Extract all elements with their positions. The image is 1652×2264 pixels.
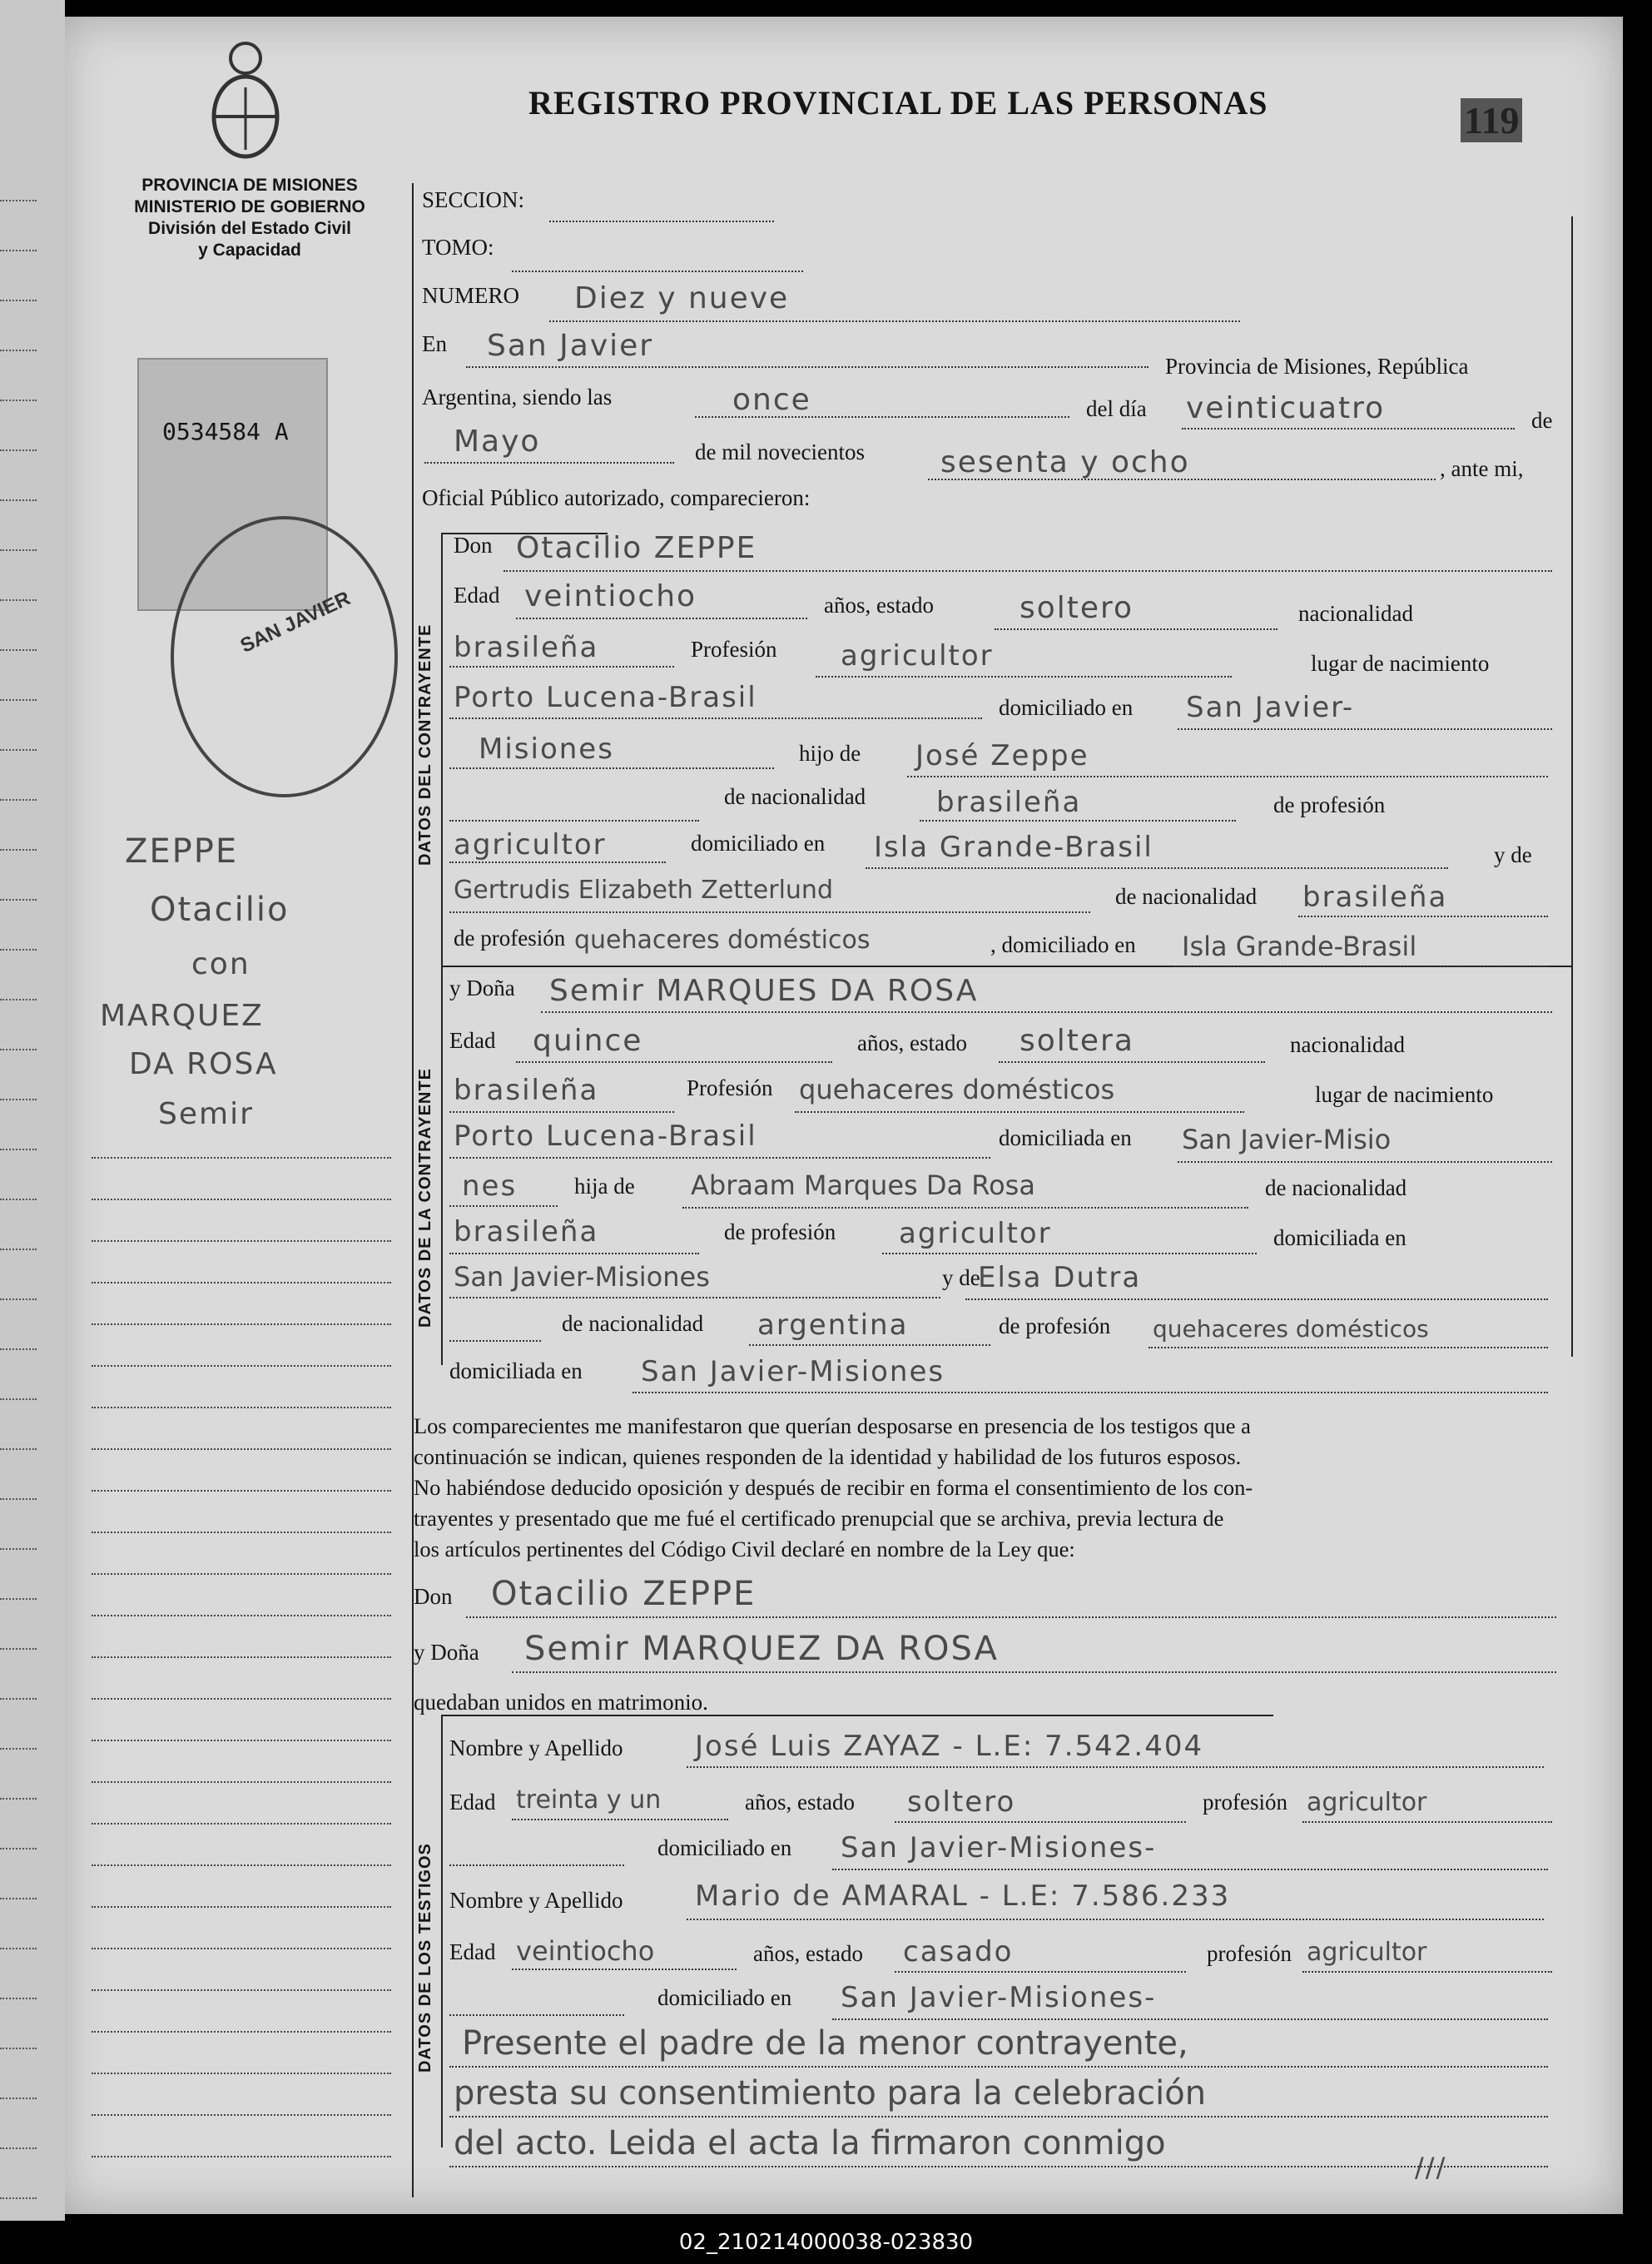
padre-nac-line [920,820,1236,822]
label-numero: NUMERO [422,283,520,308]
label-domiciliado-4: domiciliado en [657,1835,792,1860]
contrayente-padre-nac: brasileña [936,786,1082,819]
office-line-3: División del Estado Civil [148,219,351,238]
nacionalidad-line-1 [449,666,674,668]
seccion-line [549,221,774,222]
contrayente-madre-prof: quehaceres domésticos [574,926,871,955]
margin-note-line-3: con [191,947,251,981]
madre-dom-line [1173,966,1548,967]
label-oficial: Oficial Público autorizado, comparecieron: [422,485,811,510]
inner-left-border [441,533,443,1365]
contrayente-nombre-line [504,570,1552,572]
nota-line-3: del acto. Leida el acta la firmaron conmigo [454,2124,1166,2162]
profesion-line-1 [816,676,1232,678]
declaration-line-1: Los comparecientes me manifestaron que querían desposarse en presencia de los testigos que a [414,1413,1251,1438]
testigo-1-profesion-line [1302,1821,1552,1823]
label-nacionalidad-2: nacionalidad [1290,1032,1405,1057]
coat-of-arms-icon [200,37,291,162]
label-edad-4: Edad [449,1939,496,1964]
closing-marks: /// [1415,2152,1447,2183]
anio-value: sesenta y ocho [940,445,1190,479]
label-provincia: Provincia de Misiones, República [1165,354,1469,379]
contrayenta-edad: quince [533,1024,643,1058]
label-argentina: Argentina, siendo las [422,385,613,410]
contrayenta-padre-dom: San Javier-Misiones [454,1261,710,1293]
label-de-nacionalidad-3: de nacionalidad [1265,1175,1407,1200]
margin-note-line-5: DA ROSA [129,1047,278,1081]
padre-dom-line [866,867,1448,869]
contrayenta-nacionalidad: brasileña [454,1074,599,1107]
contrayenta-madre-nac: argentina [757,1308,909,1342]
contrayente-edad: veintiocho [524,579,697,613]
nota-line-2: presta su consentimiento para la celebración [454,2074,1207,2113]
contrayente-profesion: agricultor [841,639,994,673]
hora-line [695,416,1069,418]
label-de-profesion-3: de profesión [724,1219,836,1244]
dia-line [1182,428,1515,429]
office-line-4: y Capacidad [198,241,301,260]
estado-line-2 [999,1061,1265,1063]
label-don-2: Don [414,1584,453,1609]
label-quedaban: quedaban unidos en matrimonio. [414,1690,708,1715]
label-de-1: de [1531,408,1553,433]
form-left-border [412,183,414,2197]
label-lugar-1: lugar de nacimiento [1311,651,1490,676]
testigo-2-estado-line [895,1971,1186,1973]
label-nombre-apellido-1: Nombre y Apellido [449,1735,623,1760]
label-seccion: SECCION: [422,187,525,212]
matrimonio-don-line [466,1616,1556,1618]
testigo-1-nombre-line [687,1766,1544,1768]
dia-value: veinticuatro [1186,391,1386,425]
blank-line-2 [449,1340,541,1342]
label-ante-mi: , ante mi, [1440,456,1524,481]
estado-line-1 [995,628,1277,630]
label-domiciliada-2: domiciliada en [1273,1225,1406,1250]
nota-line-1: Presente el padre de la menor contrayente, [462,2024,1188,2063]
contrayenta-madre-prof: quehaceres domésticos [1153,1315,1429,1343]
contrayenta-domicilio-2: nes [462,1169,518,1203]
contrayenta-padre-prof: agricultor [899,1217,1052,1250]
label-nombre-apellido-2: Nombre y Apellido [449,1888,623,1913]
contrayenta-madre: Elsa Dutra [978,1261,1142,1294]
domicilio-line-1 [1178,728,1552,730]
nota-line-2-rule [449,2116,1548,2118]
testigo-2-edad-line [512,1969,737,1970]
nota-line-3-rule [449,2166,1548,2167]
label-don: Don [454,533,493,558]
anio-line [928,479,1436,480]
label-de-profesion-1: de profesión [1273,792,1386,817]
image-footer-id: 02_210214000038-023830 [0,2221,1652,2264]
label-hija-de: hija de [574,1174,635,1199]
contrayente-madre-nac: brasileña [1302,881,1448,914]
label-en: En [422,331,447,356]
padre-line-2 [682,1207,1248,1209]
matrimonio-dona: Semir MARQUEZ DA ROSA [524,1630,1000,1668]
label-del-dia: del día [1086,396,1147,421]
label-edad-3: Edad [449,1790,496,1815]
label-profesion-1: Profesión [691,637,777,662]
numero-line [549,320,1240,322]
label-anos-estado-2: años, estado [857,1030,967,1055]
matrimonio-dona-line [512,1671,1556,1673]
contrayente-madre: Gertrudis Elizabeth Zetterlund [454,876,833,905]
label-dona: y Doña [449,976,515,1000]
contrayenta-padre: Abraam Marques Da Rosa [691,1169,1035,1201]
label-profesion-3: profesión [1203,1790,1287,1815]
label-domiciliada-3: domiciliada en [449,1358,583,1383]
testigo-1-edad: treinta y un [516,1785,662,1815]
registry-title: REGISTRO PROVINCIAL DE LAS PERSONAS [528,84,1268,122]
margin-note-line-1: ZEPPE [125,832,239,871]
blank-line-4 [449,2014,624,2016]
label-domiciliada-1: domiciliada en [999,1125,1132,1150]
domicilio-line-2 [449,767,774,769]
nacimiento-line-1 [449,717,982,719]
form-right-border [1571,216,1573,1357]
issuing-office [108,175,391,261]
contrayente-nacimiento: Porto Lucena-Brasil [454,681,757,714]
padre-nac-line-2 [449,1253,699,1254]
office-line-2: MINISTERIO DE GOBIERNO [134,197,365,216]
testigo-1-edad-line [512,1819,728,1820]
testigo-1-profesion: agricultor [1307,1788,1427,1817]
domicilio-line-4 [449,1205,558,1207]
binding-margin [0,0,65,2221]
padre-line-1 [907,776,1548,777]
declaration-line-2: continuación se indican, quienes responden de la identidad y habilidad de los futuros esposos. [414,1444,1242,1469]
mes-line [424,462,674,464]
label-de-profesion-2: de profesión [454,926,566,951]
contrayenta-profesion: quehaceres domésticos [799,1074,1115,1105]
profesion-line-2 [795,1111,1244,1113]
margin-note-line-2: Otacilio [150,891,290,929]
testigo-1-domicilio: San Javier-Misiones- [841,1831,1157,1864]
testigo-2-estado: casado [903,1935,1014,1969]
contrayenta-padre-nac: brasileña [454,1215,599,1249]
contrayenta-madre-dom: San Javier-Misiones [641,1355,945,1388]
label-lugar-2: lugar de nacimiento [1315,1082,1494,1107]
page-number: 119 [1461,98,1522,142]
padre-prof-line-2 [882,1253,1257,1254]
label-y-de-1: y de [1494,842,1532,867]
testigo-2-edad: veintiocho [516,1935,655,1967]
contrayente-madre-dom: Isla Grande-Brasil [1182,931,1417,962]
label-anos-estado-3: años, estado [745,1790,855,1815]
contrayente-domicilio-2: Misiones [479,732,614,766]
contrayente-nacionalidad: brasileña [454,631,599,664]
seal-place: SAN JAVIER [236,587,355,658]
side-label-contrayente: DATOS DEL CONTRAYENTE [416,623,434,866]
official-seal [171,516,398,797]
testigo-2-nombre: Mario de AMARAL - L.E: 7.586.233 [695,1879,1231,1913]
madre-nac-line-2 [749,1344,990,1346]
side-label-contrayenta: DATOS DE LA CONTRAYENTE [416,1068,434,1328]
testigo-1-estado-line [895,1821,1186,1823]
label-domiciliado-5: domiciliado en [657,1985,792,2010]
testigo-1-nombre: José Luis ZAYAZ - L.E: 7.542.404 [695,1730,1204,1763]
blank-line-3 [449,1864,624,1866]
label-de-nacionalidad-4: de nacionalidad [562,1311,704,1336]
label-profesion-2: Profesión [687,1075,773,1100]
label-edad-2: Edad [449,1028,496,1053]
label-de-mil: de mil novecientos [695,439,865,464]
madre-dom-line-2 [633,1392,1548,1393]
label-nacionalidad-1: nacionalidad [1298,601,1413,626]
witness-left-border [441,1715,443,2147]
label-domiciliado-2: domiciliado en [691,831,826,856]
nacimiento-line-2 [449,1157,990,1159]
label-tomo: TOMO: [422,235,494,260]
padre-dom-line-2 [449,1297,940,1298]
label-edad-1: Edad [454,583,500,608]
testigo-2-domicilio-line [832,2018,1548,2020]
label-de-nacionalidad-1: de nacionalidad [724,784,866,809]
label-profesion-4: profesión [1207,1941,1292,1966]
margin-note-line-4: MARQUEZ [100,999,264,1033]
label-y-de-2: y de [942,1265,980,1290]
label-domiciliado-3: , domiciliado en [990,932,1136,957]
contrayenta-nacimiento: Porto Lucena-Brasil [454,1120,757,1153]
padre-prof-line [449,861,666,863]
label-de-nacionalidad-2: de nacionalidad [1115,884,1258,909]
side-label-testigos: DATOS DE LOS TESTIGOS [416,1843,434,2073]
madre-prof-line-2 [1148,1347,1548,1348]
en-value: San Javier [487,329,654,363]
contrayente-domicilio-1: San Javier- [1186,691,1355,724]
office-line-1: PROVINCIA DE MISIONES [141,176,358,195]
margin-note-line-6: Semir [158,1097,254,1131]
madre-line-1 [449,911,1090,913]
label-dona-2: y Doña [414,1640,479,1665]
contrayenta-nombre-line [541,1011,1552,1013]
contrayente-padre-prof: agricultor [454,828,607,861]
edad-line-2 [516,1061,832,1063]
madre-nac-line [1298,916,1548,917]
hora-value: once [732,383,811,417]
contrayente-padre: José Zeppe [915,739,1089,772]
contrayente-padre-dom: Isla Grande-Brasil [874,831,1153,864]
testigo-2-profesion: agricultor [1307,1938,1427,1967]
matrimonio-don: Otacilio ZEPPE [491,1575,757,1613]
testigo-2-domicilio: San Javier-Misiones- [841,1981,1157,2014]
label-hijo-de: hijo de [799,741,861,766]
label-domiciliado-1: domiciliado en [999,695,1134,720]
declaration-line-3: No habiéndose deducido oposición y después de recibir en forma el consentimiento de los con- [414,1475,1253,1500]
madre-line-2 [965,1298,1548,1300]
testigo-1-domicilio-line [832,1869,1548,1870]
tomo-line [512,271,803,272]
stamp-serial: 0534584 A [162,418,289,445]
testigo-2-nombre-line [687,1919,1544,1920]
en-line [466,366,1148,368]
label-anos-estado-1: años, estado [824,593,934,618]
testigo-1-estado: soltero [907,1785,1016,1819]
blank-line-1 [449,820,699,822]
label-de-profesion-4: de profesión [999,1313,1111,1338]
label-anos-estado-4: años, estado [753,1941,863,1966]
declaration-line-4: trayentes y presentado que me fué el certificado prenupcial que se archiva, previa lectura de [414,1506,1224,1531]
contrayente-nombre: Otacilio ZEPPE [516,531,757,565]
contrayenta-estado: soltera [1019,1024,1134,1058]
declaration-paragraph [414,1411,1562,1565]
edad-line-1 [516,618,807,619]
numero-value: Diez y nueve [574,281,790,315]
contrayenta-nombre: Semir MARQUES DA ROSA [549,974,979,1008]
contrayenta-domicilio-1: San Javier-Misio [1182,1124,1392,1155]
nota-line-1-rule [449,2066,1548,2068]
contrayente-estado: soltero [1019,591,1134,625]
domicilio-line-3 [1178,1161,1552,1163]
declaration-line-5: los artículos pertinentes del Código Civil declaré en nombre de la Ley que: [414,1537,1075,1561]
mes-value: Mayo [454,424,541,459]
nacionalidad-line-2 [449,1111,674,1113]
testigo-2-profesion-line [1302,1971,1552,1973]
